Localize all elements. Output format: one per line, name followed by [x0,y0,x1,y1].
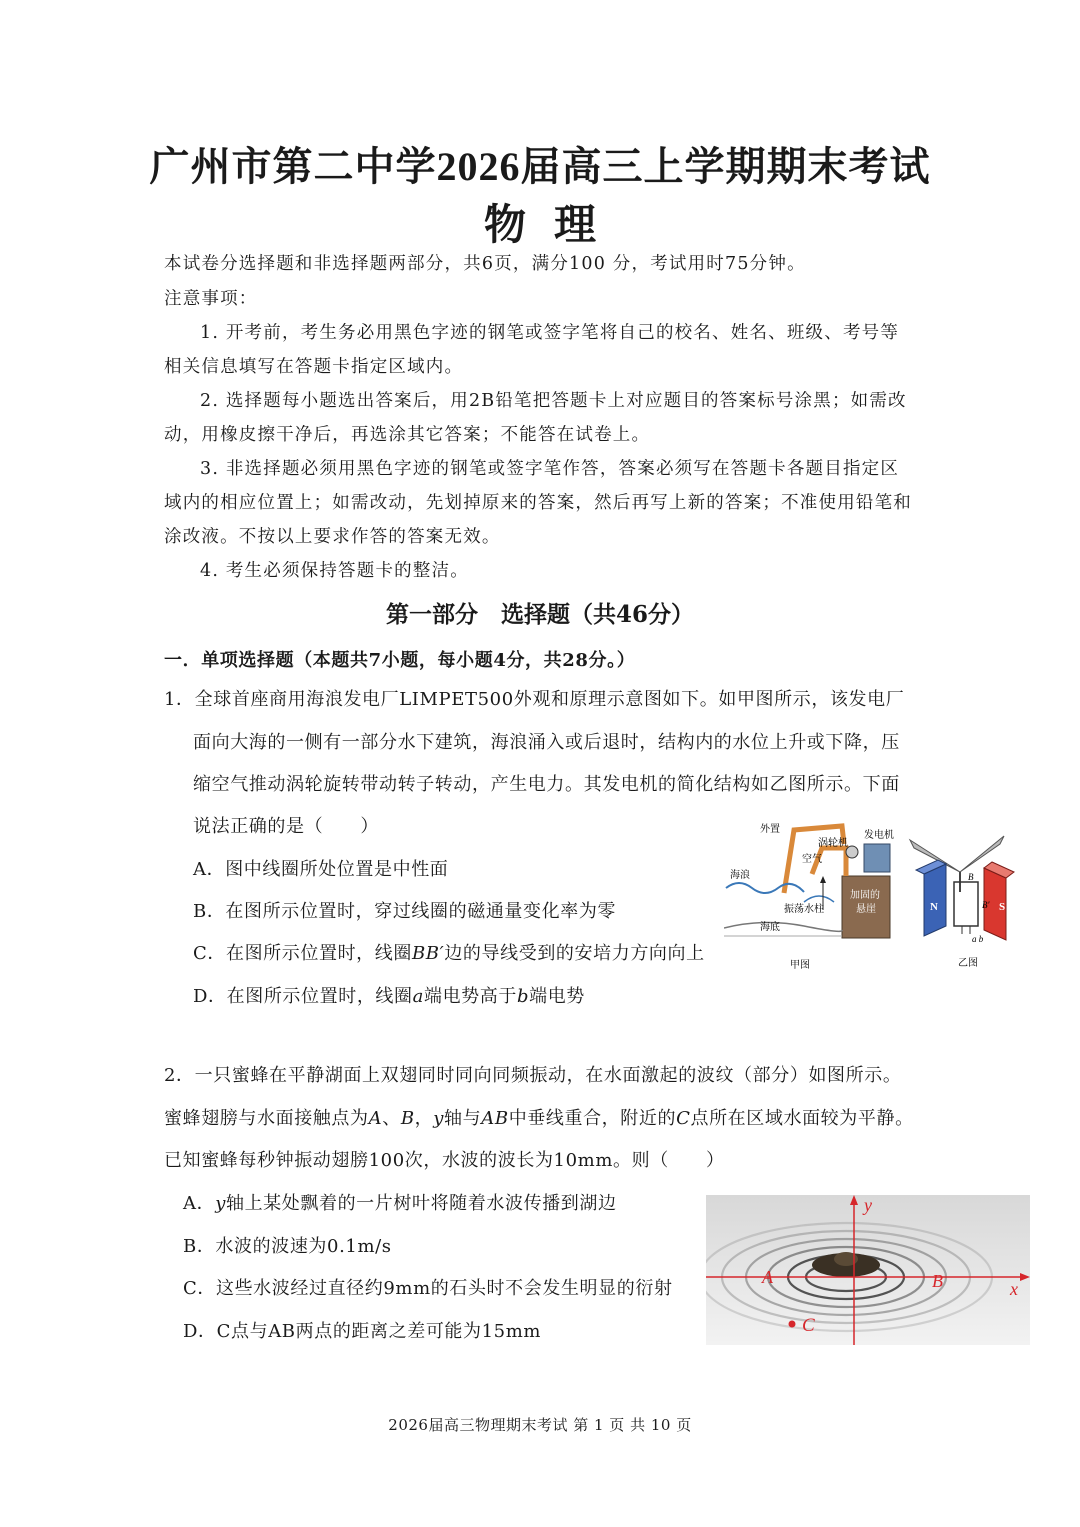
q2-text: 点所在区域水面较为平静。 [690,1108,914,1129]
point-c [789,1321,796,1328]
q2-option-a [183,1189,617,1215]
q2-option-a-pre: A． [183,1193,216,1214]
label-c: C [802,1315,815,1336]
section-title: 第一部分 选择题（共46分） [385,601,694,628]
q2-var: B [400,1108,415,1129]
q2-var: A [368,1108,383,1129]
note-line: 2. 选择题每小题选出答案后，用2B铅笔把答题卡上对应题目的答案标号涂黑；如需改 [200,391,907,411]
label-n: N [930,901,938,913]
label-seabed: 海底 [760,922,780,933]
label-cliff1: 加固的 [850,890,880,901]
seabed-line [724,922,842,931]
q1-option-a: A．图中线圈所处位置是中性面 [193,859,449,880]
label-x: x [1010,1279,1018,1299]
label-wave: 海浪 [730,870,750,881]
label-generator: 发电机 [864,830,894,841]
q1-stem-line: 1．全球首座商用海浪发电厂LIMPET500外观和原理示意图如下。如甲图所示，该发电厂 [164,689,905,710]
label-external: 外置 [760,824,780,835]
wave-line [726,883,804,893]
q2-option-c: C．这些水波经过直径约9mm的石头时不会发生明显的衍射 [183,1278,673,1299]
q1-option-d-var1: a [412,986,424,1007]
label-b: B [968,872,974,882]
arrow-head [820,876,826,883]
q2-stem-line: 已知蜜蜂每秒钟振动翅膀100次，水波的波长为10mm。则（ ） [164,1150,725,1171]
note-line: 4. 考生必须保持答题卡的整洁。 [200,561,469,581]
q2-option-d: D．C点与AB两点的距离之差可能为15mm [183,1321,542,1342]
coil-loop [954,882,978,926]
note-line: 涂改液。不按以上要求作答的答案无效。 [164,527,501,547]
q2-var: AB [481,1108,509,1129]
label-cliff2: 悬崖 [856,904,876,915]
note-line: 3. 非选择题必须用黑色字迹的钢笔或签字笔作答，答案必须写在答题卡各题目指定区 [200,459,900,479]
q1-figure-yi [900,822,1020,972]
q2-option-a-var: y [215,1193,226,1214]
generator-icon [864,844,890,872]
note-line: 域内的相应位置上；如需改动，先划掉原来的答案，然后再写上新的答案；不准使用铅笔和 [164,493,912,513]
q2-text: 轴与 [444,1108,482,1129]
q1-option-b: B．在图所示位置时，穿过线圈的磁通量变化率为零 [193,901,617,922]
page-footer: 2026届高三物理期末考试 第 1 页 共 10 页 [388,1416,692,1434]
q2-var: C [676,1108,691,1129]
q1-option-d-var2: b [516,986,530,1007]
exam-summary: 本试卷分选择题和非选择题两部分，共6页，满分100 分，考试用时75分钟。 [164,254,806,274]
part-note: （本题共7小题，每小题4分，共28分。） [294,650,636,671]
part-heading [164,646,635,672]
part-label: 一．单项选择题 [164,650,295,671]
note-line: 动，用橡皮擦干净后，再选涂其它答案；不能答在试卷上。 [164,425,651,445]
exam-title: 广州市第二中学2026届高三上学期期末考试 [149,144,931,189]
q1-option-c [193,939,705,965]
caption-jia: 甲图 [790,960,810,971]
label-air: 空气 [802,854,822,865]
q2-figure-ripples [706,1195,1030,1345]
q1-stem-line: 缩空气推动涡轮旋转带动转子转动，产生电力。其发电机的简化结构如乙图所示。下面 [193,774,900,795]
caption-yi: 乙图 [958,958,978,969]
label-column: 振荡水柱 [784,904,824,915]
q2-text: ， [414,1108,434,1129]
note-line: 1. 开考前，考生务必用黑色字迹的钢笔或签字笔将自己的校名、姓名、班级、考号等 [200,323,900,343]
q2-text: 、 [382,1108,401,1129]
label-a: A [762,1267,773,1287]
water-column-line [804,896,834,902]
q2-option-a-post: 轴上某处飘着的一片树叶将随着水波传播到湖边 [225,1193,617,1214]
label-s: S [999,901,1006,913]
subject-title: 物理 [483,203,624,249]
notice-label: 注意事项： [164,289,258,309]
q1-stem-line: 说法正确的是（ ） [193,816,379,837]
q1-option-c-pre: C．在图所示位置时，线圈 [193,943,412,964]
q1-option-d-mid: 端电势高于 [423,986,517,1007]
q2-text: 中垂线重合，附近的 [508,1108,677,1129]
label-ab: a b [972,934,984,944]
q2-stem-line [164,1104,914,1130]
q1-figure-jia [724,818,899,973]
q1-option-d-post: 端电势 [529,986,585,1007]
q2-var: y [433,1108,445,1129]
label-turbine: 涡轮机 [818,838,848,849]
q2-option-b: B．水波的波速为0.1m/s [183,1236,392,1257]
note-line: 相关信息填写在答题卡指定区域内。 [164,357,464,377]
q2-text: 蜜蜂翅膀与水面接触点为 [164,1108,369,1129]
label-b: B [932,1271,943,1291]
q1-stem-line: 面向大海的一侧有一部分水下建筑，海浪涌入或后退时，结构内的水位上升或下降，压 [193,732,900,753]
magnet-n [924,864,946,936]
q1-option-d-pre: D．在图所示位置时，线圈 [193,986,413,1007]
q1-option-c-var: BB′ [411,943,445,964]
q2-stem-line: 2．一只蜜蜂在平静湖面上双翅同时同向同频振动，在水面激起的波纹（部分）如图所示。 [164,1065,902,1086]
q1-option-c-post: 边的导线受到的安培力方向向上 [444,943,705,964]
q1-option-d [193,982,585,1008]
label-y: y [864,1195,872,1215]
label-b-prime: B′ [982,900,990,910]
